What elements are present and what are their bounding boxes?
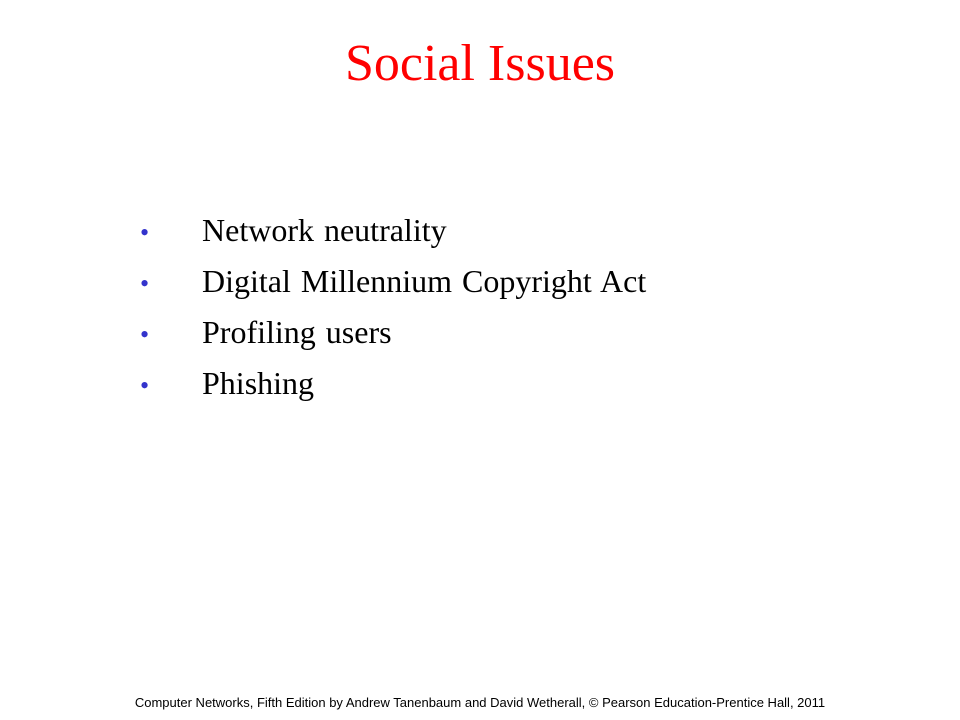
bullet-text: Digital Millennium Copyright Act (202, 263, 647, 299)
slide-title: Social Issues (344, 35, 616, 92)
bullet-item (140, 358, 900, 409)
bullet-item (140, 205, 900, 256)
bullet-icon: • (140, 371, 150, 400)
bullet-list (140, 205, 900, 409)
bullet-text: Profiling users (202, 314, 392, 350)
bullet-item (140, 307, 900, 358)
bullet-icon: • (140, 269, 150, 298)
bullet-icon: • (140, 218, 150, 247)
bullet-item (140, 256, 900, 307)
bullet-text: Network neutrality (202, 212, 447, 248)
slide-footer: Computer Networks, Fifth Edition by Andrew Tanenbaum and David Wetherall, © Pearson Education-Prentice Hall, 2011 (134, 695, 826, 710)
bullet-icon: • (140, 320, 150, 349)
bullet-text: Phishing (202, 365, 315, 401)
